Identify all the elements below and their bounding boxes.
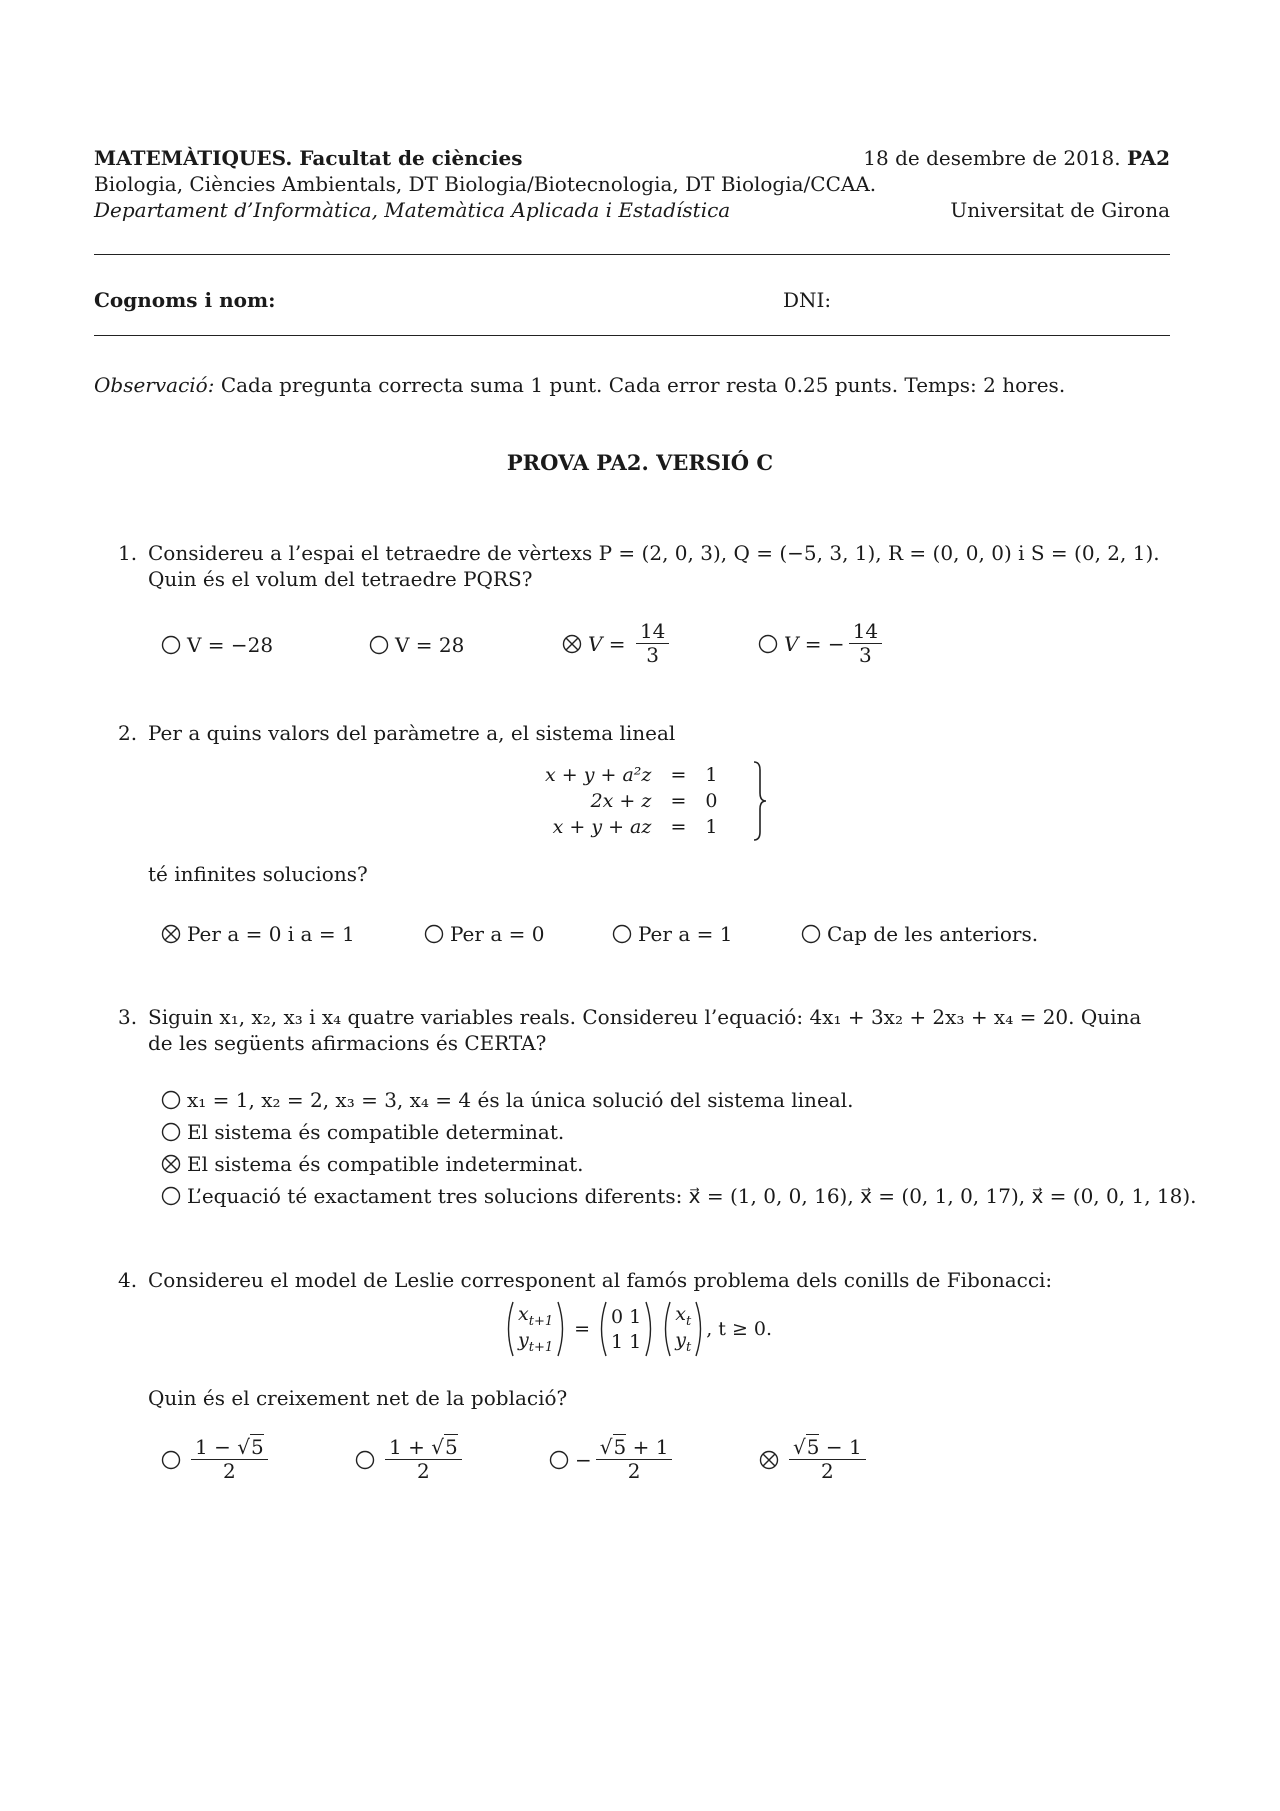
leslie-matrix: 0 1 1 1 (596, 1300, 656, 1358)
option-label: V = −28 (187, 633, 274, 657)
matrix-condition: , t ≥ 0. (706, 1318, 773, 1340)
divider-bottom (94, 335, 1170, 336)
course-title: MATEMÀTIQUES. Facultat de ciències (94, 146, 523, 170)
radio-crossed-icon (161, 924, 181, 944)
left-paren-icon (660, 1300, 672, 1358)
question-text: Per a quins valors del paràmetre a, el sistema lineal (148, 721, 676, 745)
question-text: Considereu a l’espai el tetraedre de vèrtexs P = (2, 0, 3), Q = (−5, 3, 1), R = (0, 0, 0) i S = (0, 2, 1). Quin és el volum del tetraedre PQRS? (148, 541, 1160, 591)
exam-date: 18 de desembre de 2018. (863, 146, 1121, 170)
system-row: x + y + az = 1 (552, 816, 718, 838)
right-paren-icon (556, 1300, 568, 1358)
radio-crossed-icon (759, 1450, 779, 1470)
q2-option-d[interactable] (801, 922, 1038, 946)
question-2 (118, 720, 1170, 746)
header-line-3 (94, 198, 1170, 222)
name-label: Cognoms i nom: (94, 288, 276, 312)
left-paren-icon (503, 1300, 515, 1358)
vector-t-plus-1: $x_{t+1}$ $y_{t+1}$ (503, 1300, 568, 1358)
system-row: x + y + a²z = 1 (545, 764, 718, 786)
q3-option-a[interactable] (161, 1088, 853, 1112)
q4-option-b[interactable]: $\frac{1 + √5}{2}$ (355, 1436, 466, 1483)
option-label: V = 28 (395, 633, 465, 657)
option-label: Per a = 1 (638, 922, 733, 946)
exam-title: PROVA PA2. VERSIÓ C (506, 450, 774, 475)
q1-option-b[interactable] (369, 633, 464, 657)
radio-empty-icon (612, 924, 632, 944)
divider-top (94, 254, 1170, 255)
radio-empty-icon (161, 1186, 181, 1206)
dni-label: DNI: (783, 288, 832, 312)
option-label: El sistema és compatible indeterminat. (187, 1152, 584, 1176)
option-label: El sistema és compatible determinat. (187, 1120, 565, 1144)
radio-crossed-icon (161, 1154, 181, 1174)
radio-empty-icon (758, 634, 778, 654)
radio-empty-icon (355, 1450, 375, 1470)
header-line-2 (94, 172, 1170, 196)
radio-empty-icon (161, 1090, 181, 1110)
vector-t: $x_t$ $y_t$ (660, 1300, 706, 1358)
linear-system (540, 762, 723, 840)
radio-empty-icon (424, 924, 444, 944)
radio-crossed-icon (562, 634, 582, 654)
question-4 (118, 1267, 1170, 1293)
observation-text: Cada pregunta correcta suma 1 punt. Cada error resta 0.25 punts. Temps: 2 hores. (220, 373, 1066, 397)
question-number: 1. (118, 541, 138, 565)
option-label: Per a = 0 i a = 1 (187, 922, 355, 946)
question-1 (118, 540, 1170, 592)
option-label: x₁ = 1, x₂ = 2, x₃ = 3, x₄ = 4 és la única solució del sistema lineal. (187, 1088, 854, 1112)
question-number: 2. (118, 721, 138, 745)
q4-option-a[interactable]: $\frac{1 - √5}{2}$ (161, 1436, 272, 1483)
observation (94, 373, 1065, 397)
question-text: Considereu el model de Leslie corresponent al famós problema dels conills de Fibonacci: (148, 1268, 1053, 1292)
right-paren-icon (644, 1300, 656, 1358)
left-paren-icon (596, 1300, 608, 1358)
right-brace-icon (752, 760, 768, 842)
question-2-text-after: té infinites solucions? (148, 862, 368, 886)
q3-option-c[interactable] (161, 1152, 584, 1176)
q3-option-b[interactable] (161, 1120, 564, 1144)
radio-empty-icon (549, 1450, 569, 1470)
option-label: Per a = 0 (450, 922, 545, 946)
observation-label: Observació: (94, 373, 215, 397)
system-row: 2x + z = 0 (590, 790, 718, 812)
department: Departament d’Informàtica, Matemàtica Aplicada i Estadística (94, 198, 731, 222)
q1-option-a[interactable] (161, 633, 273, 657)
question-text: Siguin x₁, x₂, x₃ i x₄ quatre variables reals. Considereu l’equació: 4x₁ + 3x₂ + 2x₃ + x₄ = 20. Quina de les següents afirmacions és CERTA? (148, 1005, 1142, 1055)
right-paren-icon (694, 1300, 706, 1358)
question-number: 3. (118, 1005, 138, 1029)
radio-empty-icon (369, 635, 389, 655)
radio-empty-icon (161, 1122, 181, 1142)
degrees: Biologia, Ciències Ambientals, DT Biologia/Biotecnologia, DT Biologia/CCAA. (94, 172, 877, 196)
question-number: 4. (118, 1268, 138, 1292)
q4-option-d[interactable]: $\frac{√5 - 1}{2}$ (759, 1436, 870, 1483)
q1-option-c[interactable]: V = $\frac{14}{3}$ (562, 620, 673, 667)
exam-code: PA2 (1126, 146, 1170, 170)
q2-option-a[interactable] (161, 922, 355, 946)
question-3 (118, 1004, 1170, 1056)
q1-option-d[interactable]: V = − $\frac{14}{3}$ (758, 620, 886, 667)
q2-option-b[interactable] (424, 922, 544, 946)
question-4-text-after: Quin és el creixement net de la població? (148, 1386, 568, 1410)
q3-option-d[interactable] (161, 1184, 1197, 1208)
radio-empty-icon (161, 635, 181, 655)
option-label: L’equació té exactament tres solucions diferents: x⃗ = (1, 0, 0, 16), x⃗ = (0, 1, 0, 17), x⃗ = (0, 0, 1, 18). (187, 1184, 1197, 1208)
radio-empty-icon (801, 924, 821, 944)
leslie-model-equation: $x_{t+1}$ $y_{t+1}$ = 0 1 1 1 $x_t$ $y_t$ , t ≥ 0. (503, 1300, 772, 1358)
q2-option-c[interactable] (612, 922, 732, 946)
university: Universitat de Girona (950, 198, 1170, 222)
option-label: Cap de les anteriors. (827, 922, 1039, 946)
q4-option-c[interactable]: − $\frac{√5 + 1}{2}$ (549, 1436, 676, 1483)
exam-date-code (863, 146, 1170, 170)
header-line-1 (94, 146, 1170, 170)
radio-empty-icon (161, 1450, 181, 1470)
